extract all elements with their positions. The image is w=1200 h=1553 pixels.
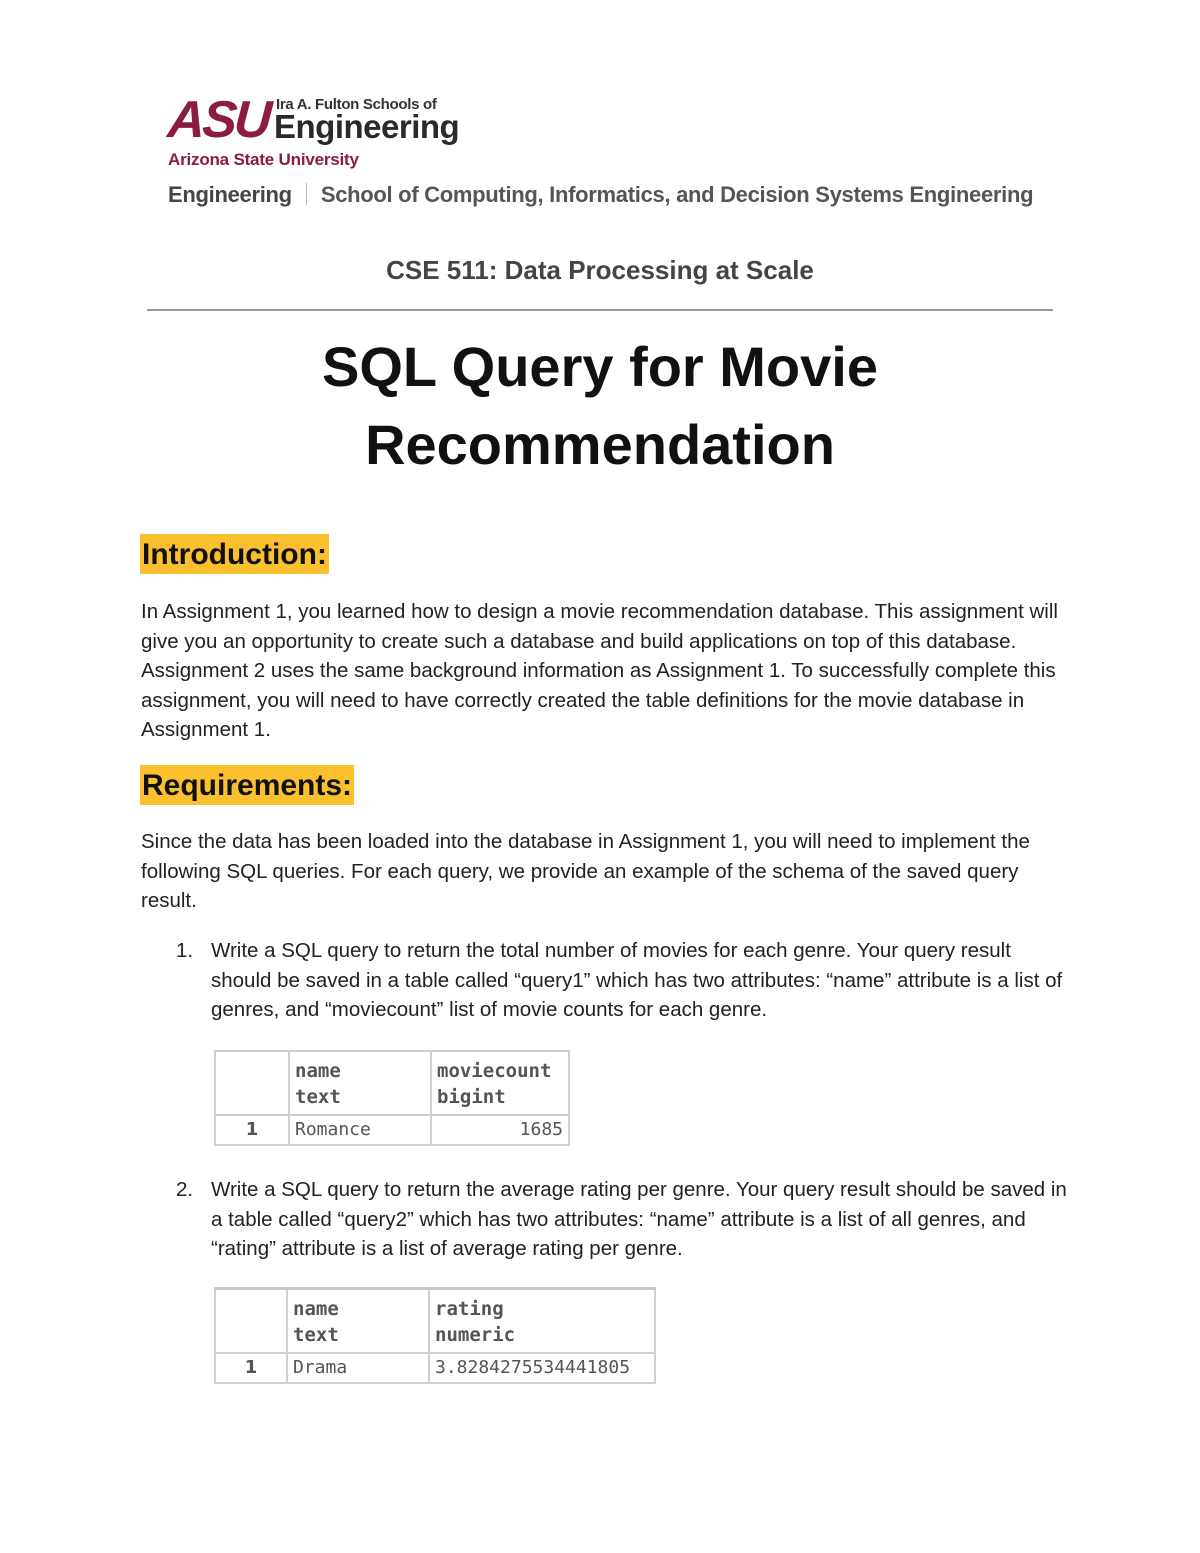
table-header-cell bbox=[289, 1051, 431, 1115]
introduction-heading: Introduction: bbox=[140, 534, 329, 574]
column-type: text bbox=[293, 1324, 339, 1346]
list-item-number: 2. bbox=[176, 1178, 194, 1201]
list-item-text: Write a SQL query to return the total number of movies for each genre. Your query result should be saved in a table called “query1” which has two attributes: “name” attribute is a list of genres, and “moviecount” list of movie counts for each genre. bbox=[211, 939, 1063, 1021]
table-header-row bbox=[215, 1289, 655, 1354]
row-index: 1 bbox=[215, 1353, 287, 1383]
table-cell: Romance bbox=[289, 1115, 431, 1145]
unit-school: School of Computing, Informatics, and Decision Systems Engineering bbox=[320, 182, 1034, 207]
table-row bbox=[215, 1353, 655, 1383]
column-name: name bbox=[293, 1298, 339, 1320]
column-type: bigint bbox=[437, 1086, 506, 1108]
table-header-cell bbox=[431, 1051, 569, 1115]
column-name: moviecount bbox=[437, 1060, 552, 1082]
table-header-cell bbox=[429, 1289, 655, 1354]
unit-engineering: Engineering bbox=[168, 182, 292, 207]
table-cell: 3.8284275534441805 bbox=[429, 1353, 655, 1383]
logo-university-text: Arizona State University bbox=[168, 150, 359, 169]
asu-logo-mark: ASU bbox=[165, 91, 271, 149]
asu-logo bbox=[165, 91, 488, 174]
title-line-1: SQL Query for Movie bbox=[322, 335, 878, 398]
unit-divider bbox=[306, 183, 307, 205]
list-item-text: Write a SQL query to return the average rating per genre. Your query result should be saved in a table called “query2” which has two attributes: “name” attribute is a list of all genres, and “rating” attribute is a list of average rating per genre. bbox=[211, 1178, 1067, 1260]
requirements-paragraph: Since the data has been loaded into the database in Assignment 1, you will need to implement the following SQL queries. For each query, we provide an example of the schema of the saved query result. bbox=[141, 830, 1030, 912]
document-title bbox=[0, 328, 1200, 484]
query2-result-table bbox=[214, 1287, 656, 1384]
course-title: CSE 511: Data Processing at Scale bbox=[386, 255, 814, 285]
column-type: text bbox=[295, 1086, 341, 1108]
table-corner-cell bbox=[215, 1289, 287, 1354]
query1-result-table bbox=[214, 1050, 570, 1146]
table-cell: 1685 bbox=[431, 1115, 569, 1145]
list-item-number: 1. bbox=[176, 939, 194, 962]
row-index: 1 bbox=[215, 1115, 289, 1145]
horizontal-rule bbox=[147, 309, 1053, 311]
column-name: rating bbox=[435, 1298, 504, 1320]
table-corner-cell bbox=[215, 1051, 289, 1115]
table-cell: Drama bbox=[287, 1353, 429, 1383]
table-header-cell bbox=[287, 1289, 429, 1354]
table-header-row bbox=[215, 1051, 569, 1115]
logo-engineering-text: Engineering bbox=[274, 108, 460, 145]
requirements-heading: Requirements: bbox=[140, 765, 354, 805]
table-row bbox=[215, 1115, 569, 1145]
logo-fulton-text: Ira A. Fulton Schools of bbox=[276, 96, 437, 113]
unit-line bbox=[168, 182, 1033, 208]
title-line-2: Recommendation bbox=[365, 413, 835, 476]
column-type: numeric bbox=[435, 1324, 516, 1346]
introduction-paragraph: In Assignment 1, you learned how to design a movie recommendation database. This assignment will give you an opportunity to create such a database and build applications on top of this database. Assignment 2 uses the same background information as Assignment 1. To successfully complete this assignment, you will need to have correctly created the table definitions for the movie database in Assignment 1. bbox=[141, 600, 1058, 741]
column-name: name bbox=[295, 1060, 341, 1082]
